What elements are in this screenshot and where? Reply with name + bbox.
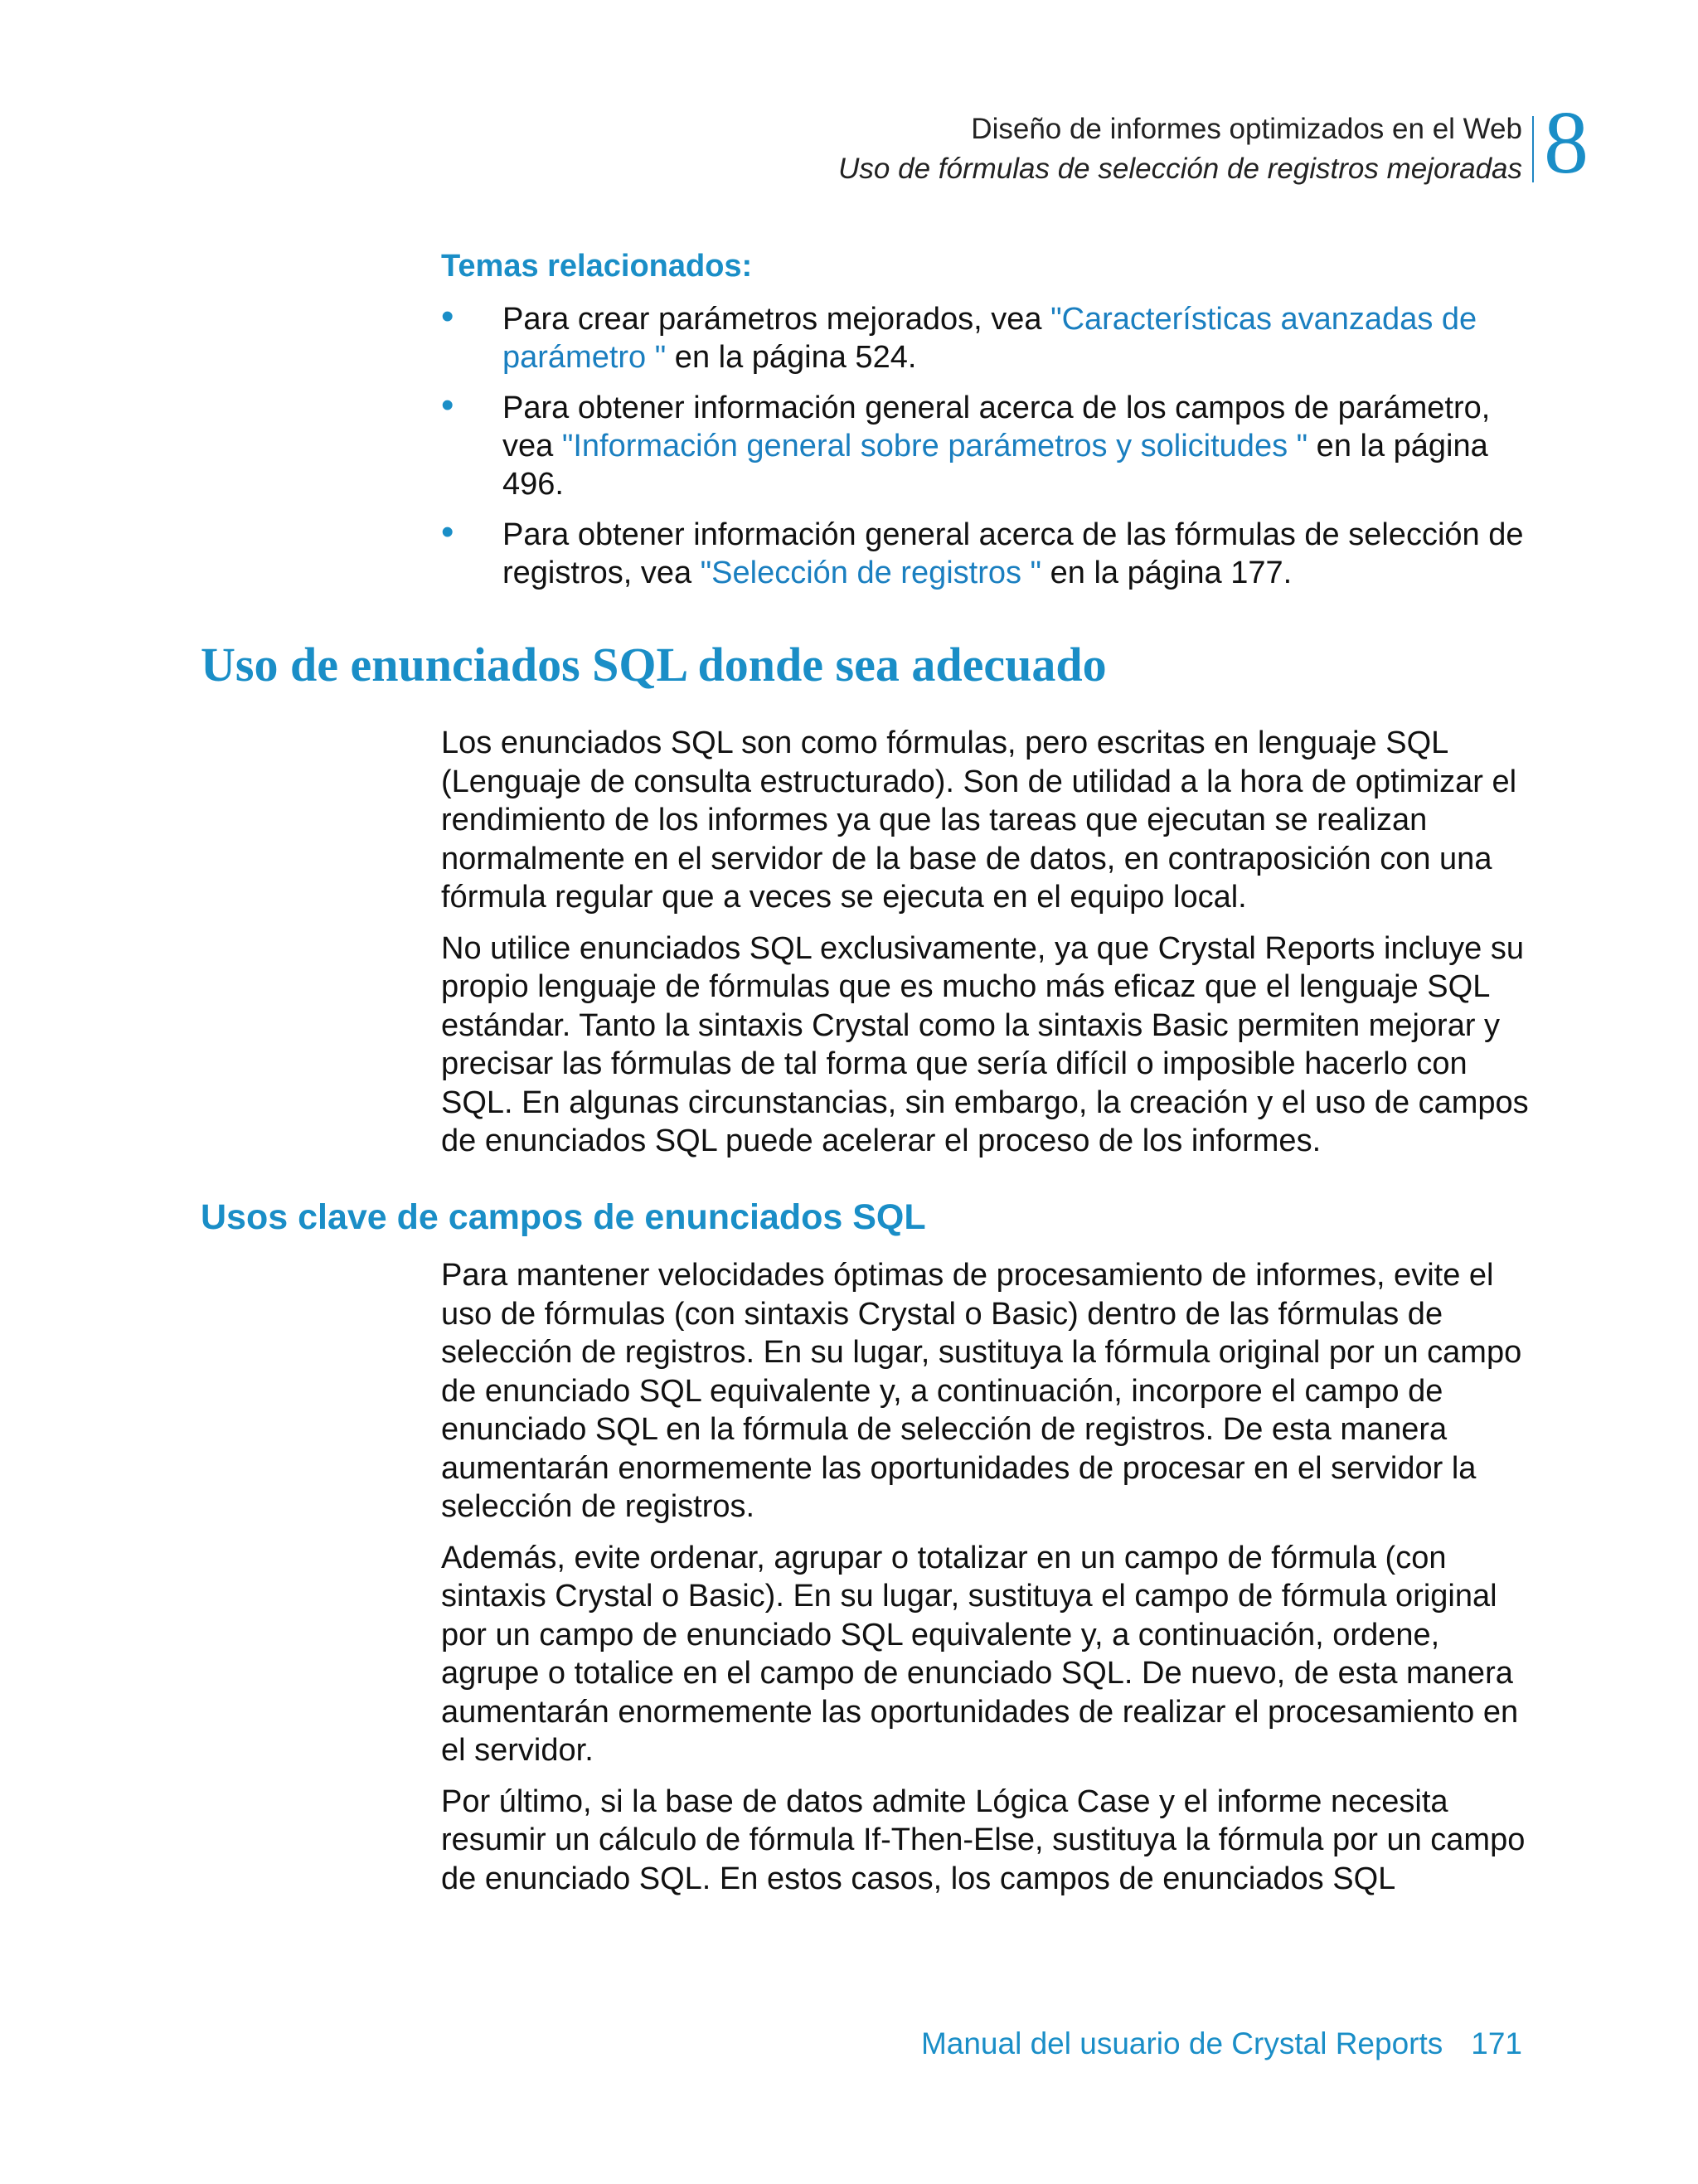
related-topics-list — [441, 296, 1535, 604]
item-text: en la página 177. — [1041, 556, 1293, 590]
header-section-title: Uso de fórmulas de selección de registros mejoradas — [838, 153, 1522, 185]
subsection-body — [441, 1256, 1535, 1910]
bullet-icon: • — [441, 296, 454, 337]
header-chapter-title: Diseño de informes optimizados en el Web — [971, 113, 1522, 145]
paragraph: Además, evite ordenar, agrupar o totalizar en un campo de fórmula (con sintaxis Crystal o Basic). En su lugar, sustituya el campo de fórmula original por un campo de enunciado SQL equivalente y, a continuación, ordene, agrupe o totalice en el campo de enunciado SQL. De nuevo, de esta manera aumentarán enormemente las oportunidades de realizar el procesamiento en el servidor. — [441, 1540, 1519, 1768]
running-header — [279, 109, 1522, 189]
cross-reference-link[interactable]: "Características avanzadas de parámetro " — [502, 302, 1477, 375]
cross-reference-link[interactable]: "Selección de registros " — [700, 556, 1042, 590]
subsection-heading: Usos clave de campos de enunciados SQL — [201, 1197, 926, 1237]
list-item — [441, 512, 1535, 592]
item-text: Para obtener información general acerca de los campos de parámetro, vea — [502, 391, 1491, 463]
cross-reference-link[interactable]: "Información general sobre parámetros y solicitudes " — [561, 429, 1308, 463]
bullet-icon: • — [441, 512, 454, 552]
chapter-number: 8 — [1544, 94, 1589, 192]
item-text: en la página 524. — [666, 340, 917, 375]
list-item — [441, 385, 1535, 503]
footer-title: Manual del usuario de Crystal Reports — [920, 2026, 1443, 2060]
section-body — [441, 724, 1535, 1173]
paragraph: Para mantener velocidades óptimas de procesamiento de informes, evite el uso de fórmulas (con sintaxis Crystal o Basic) dentro de las fórmulas de selección de registros. En su lugar, sustituya la fórmula original por un campo de enunciado SQL equivalente y, a continuación, incorpore el campo de enunciado SQL en la fórmula de selección de registros. De esta manera aumentarán enormemente las oportunidades de procesar en el servidor la selección de registros. — [441, 1258, 1522, 1524]
list-item — [441, 296, 1535, 376]
paragraph: Por último, si la base de datos admite Lógica Case y el informe necesita resumir un cálculo de fórmula If-Then-Else, sustituya la fórmula por un campo de enunciado SQL. En estos casos, los campos de enunciados SQL — [441, 1784, 1526, 1896]
item-text: Para obtener información general acerca de las fórmulas de selección de registros, vea — [502, 517, 1524, 590]
related-topics-title: Temas relacionados: — [441, 249, 753, 284]
paragraph: Los enunciados SQL son como fórmulas, pero escritas en lenguaje SQL (Lenguaje de consulta estructurado). Son de utilidad a la hora de optimizar el rendimiento de los informes ya que las tareas que ejecutan se realizan normalmente en el servidor de la base de datos, en contraposición con una fórmula regular que a veces se ejecuta en el equipo local. — [441, 726, 1517, 915]
paragraph: No utilice enunciados SQL exclusivamente, ya que Crystal Reports incluye su propio lenguaje de fórmulas que es mucho más eficaz que el lenguaje SQL estándar. Tanto la sintaxis Crystal como la sintaxis Basic permiten mejorar y precisar las fórmulas de tal forma que sería difícil o imposible hacerlo con SQL. En algunas circunstancias, sin embargo, la creación y el uso de campos de enunciados SQL puede acelerar el proceso de los informes. — [441, 930, 1529, 1158]
section-heading: Uso de enunciados SQL donde sea adecuado — [201, 638, 1107, 692]
page-number: 171 — [1471, 2026, 1522, 2060]
item-text: en la página 496. — [502, 429, 1488, 502]
item-text: Para crear parámetros mejorados, vea — [502, 302, 1051, 337]
chapter-number-divider — [1532, 116, 1534, 182]
bullet-icon: • — [441, 385, 454, 425]
page-footer — [921, 2026, 1522, 2061]
